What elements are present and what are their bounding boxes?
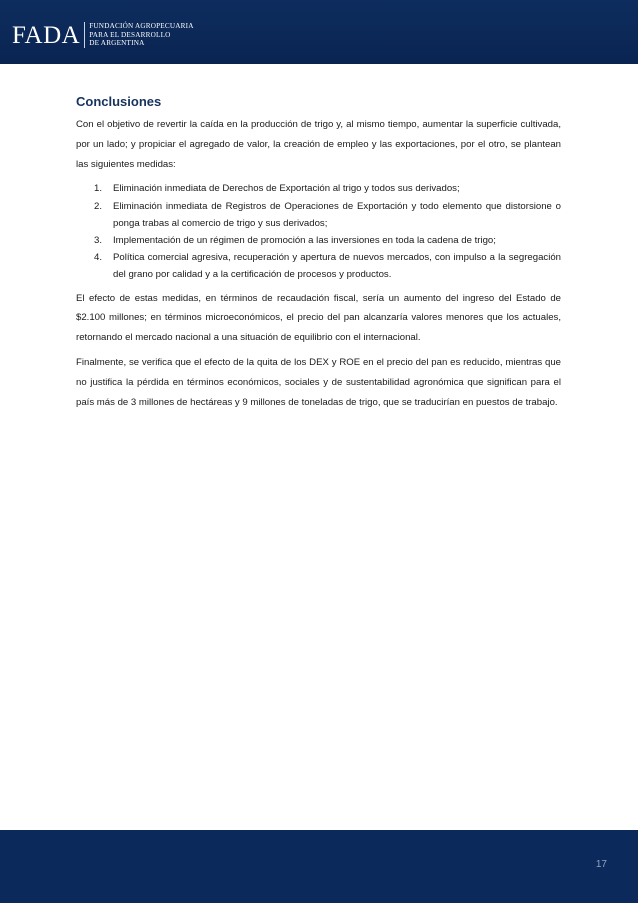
list-item-text: Eliminación inmediata de Derechos de Exportación al trigo y todos sus derivados; (113, 183, 460, 195)
logo-subtitle (89, 22, 193, 48)
logo-line: PARA EL DESARROLLO (89, 30, 171, 39)
list-item (76, 249, 561, 283)
logo-divider (84, 22, 85, 48)
fada-logo (12, 22, 194, 48)
measures-list (76, 180, 561, 283)
header-band (0, 0, 638, 64)
logo-line: DE ARGENTINA (89, 39, 145, 48)
logo-wordmark: FADA (12, 21, 81, 49)
intro-paragraph: Con el objetivo de revertir la caída en la producción de trigo y, al mismo tiempo, aumentar la superficie cultivada, por un lado; y propiciar el agregado de valor, la creación de empleo y las exportaciones, por el otro, se plantean las siguientes medidas: (76, 119, 561, 170)
effects-paragraph: El efecto de estas medidas, en términos de recaudación fiscal, sería un aumento del ingreso del Estado de $2.100 millones; en términos microeconómicos, el precio del pan alcanzaría valores menores que los actuales, retornando el mercado nacional a una situación de equilibrio con el internacional. (76, 292, 561, 344)
page-number: 17 (595, 859, 607, 870)
logo-line: FUNDACIÓN AGROPECUARIA (89, 22, 194, 31)
list-item-text: Política comercial agresiva, recuperación y apertura de nuevos mercados, con impulso a la segregación del grano por calidad y a la certificación de procesos y productos. (113, 252, 561, 281)
list-item-text: Implementación de un régimen de promoción a las inversiones en toda la cadena de trigo; (113, 235, 496, 246)
list-item-number: 4. (94, 252, 103, 264)
list-item (76, 180, 561, 197)
list-item (76, 198, 561, 232)
list-item-number: 2. (94, 200, 103, 212)
footer-band (0, 830, 638, 903)
section-title: Conclusiones (76, 94, 162, 109)
page-content (76, 94, 561, 412)
final-paragraph: Finalmente, se verifica que el efecto de la quita de los DEX y ROE en el precio del pan es reducido, mientras que no justifica la pérdida en términos económicos, sociales y de sustentabilidad agronómica que significan para el país más de 3 millones de hectáreas y 9 millones de toneladas de trigo, que se traducirían en puestos de trabajo. (76, 357, 561, 408)
list-item-text: Eliminación inmediata de Registros de Operaciones de Exportación y todo elemento que distorsione o ponga trabas al comercio de trigo y sus derivados; (113, 200, 561, 229)
list-item (76, 232, 561, 249)
list-item-number: 1. (94, 183, 103, 195)
list-item-number: 3. (94, 235, 103, 246)
